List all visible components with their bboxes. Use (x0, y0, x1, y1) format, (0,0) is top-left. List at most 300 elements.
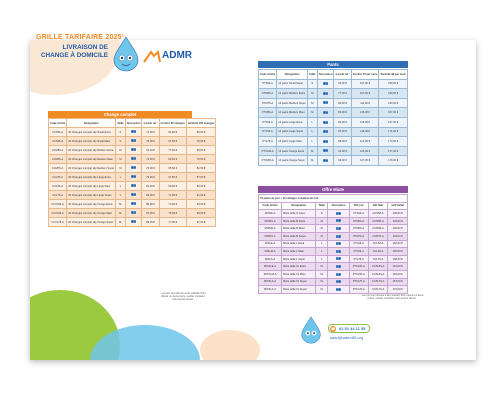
table-row (259, 263, 408, 271)
col-header: Réf Nuit (368, 202, 388, 210)
absorption-drops-icon (317, 156, 334, 166)
table-cell: 177,00 € (379, 146, 408, 156)
table-cell: L (308, 117, 318, 127)
table-cell: M (308, 89, 318, 99)
table-row (259, 248, 408, 256)
table-cell: MIXXLX-A (259, 286, 282, 294)
change-complet-table (48, 118, 216, 227)
table-row (259, 98, 408, 108)
table-cell: CCM76-A (49, 164, 67, 173)
table-cell: XL (116, 209, 125, 218)
absorption-drops-icon (328, 217, 349, 225)
table-cell: Mixte taille S Super (282, 210, 316, 218)
table-cell: PTXL76-A (349, 286, 368, 294)
absorption-drops-icon (328, 270, 349, 278)
drop-icon (134, 139, 136, 142)
table-cell: 95,80 € (186, 146, 216, 155)
table-cell: M (116, 155, 125, 164)
table-cell: 81,00 € (142, 182, 159, 191)
table-cell: 14 pants Small Super (277, 79, 308, 89)
table-cell: 20 Changes complet slip Medium Extra (67, 146, 116, 155)
table-cell: 20 Changes complet slip Large Maxi (67, 182, 116, 191)
table-cell: 64,90 € (159, 128, 186, 137)
table-cell: Mixte taille XL Super (282, 286, 316, 294)
decor-orange-blob-2 (200, 330, 260, 360)
table-cell: 171,00 € (379, 127, 408, 137)
table-cell: M (316, 225, 328, 233)
table-cell: Mixte taille XL Super (282, 278, 316, 286)
table-row (259, 127, 408, 137)
table-cell: L (308, 137, 318, 147)
table-row (49, 218, 216, 227)
col-header: à partir de ² (142, 119, 159, 128)
table-cell: 158,00 € (388, 255, 408, 263)
drop-icon (338, 227, 340, 230)
absorption-drops-icon (125, 137, 142, 146)
table-cell: Mixte taille M Super (282, 232, 316, 240)
table-cell: 125,00 € (351, 146, 379, 156)
drop-icon (338, 273, 340, 276)
table-cell: CCM06-A (49, 155, 67, 164)
table-cell: XL (308, 146, 318, 156)
table-cell: PTXL06-A (349, 263, 368, 271)
table-cell: 87,00 € (142, 209, 159, 218)
table-cell: Mixte taille L Extra (282, 240, 316, 248)
table-cell: 61,20 € (142, 146, 159, 155)
drop-icon (338, 288, 340, 291)
table-cell: MIXSE-A (259, 210, 282, 218)
table-cell: 95,00 € (186, 209, 216, 218)
table-row (259, 278, 408, 286)
table-cell: PTL76-A (259, 137, 277, 147)
absorption-drops-icon (125, 164, 142, 173)
drop-icon (134, 220, 136, 223)
table-cell: Mixte taille M Maxi (282, 225, 316, 233)
col-header: Taille (316, 202, 328, 210)
drop-icon (134, 193, 136, 196)
table-cell: S (116, 137, 125, 146)
table-cell: CCXL76-A (49, 218, 67, 227)
table-cell: 67,50 € (159, 173, 186, 182)
table-cell: 167,00 € (379, 108, 408, 118)
absorption-drops-icon (328, 225, 349, 233)
table-cell: CCS56-A (49, 128, 67, 137)
absorption-drops-icon (328, 286, 349, 294)
table-cell: MIXM0-A (259, 225, 282, 233)
table-row (49, 200, 216, 209)
table-cell: 87,00 € (334, 127, 351, 137)
table-row (259, 210, 408, 218)
table-cell: 167,00 € (388, 278, 408, 286)
table-cell: 152,00 € (388, 240, 408, 248)
admr-logo-icon (143, 50, 161, 64)
table-cell: 20 Changes complet slip Small Extra (67, 128, 116, 137)
drop-icon (326, 159, 328, 162)
absorption-drops-icon (125, 128, 142, 137)
absorption-drops-icon (328, 255, 349, 263)
table-cell: CCL56-A (368, 240, 388, 248)
drop-icon (326, 130, 328, 133)
table-row (259, 225, 408, 233)
table-cell: CCL76-A (49, 191, 67, 200)
table-cell: Mixte taille XL Extra (282, 263, 316, 271)
table-cell: 75,00 € (159, 209, 186, 218)
table-cell: 73,00 € (159, 200, 186, 209)
table-cell: PTM06-A (259, 89, 277, 99)
table-row (259, 146, 408, 156)
table-row (259, 117, 408, 127)
table-cell: 14 pants Large Super (277, 127, 308, 137)
col-header: Désignation (277, 70, 308, 80)
drop-icon (326, 149, 328, 152)
drop-icon (134, 211, 136, 214)
absorption-drops-icon (125, 146, 142, 155)
absorption-drops-icon (317, 98, 334, 108)
col-header: tarif Initial (388, 202, 408, 210)
table-cell: 80,00 € (334, 98, 351, 108)
table-row (259, 156, 408, 166)
table-cell: S (116, 128, 125, 137)
table-cell: CCXL56-A (368, 263, 388, 271)
col-header: Code Article (259, 202, 282, 210)
table-cell: L (316, 240, 328, 248)
table-cell: 20 Changes complet slip Large Extra (67, 173, 116, 182)
absorption-drops-icon (317, 108, 334, 118)
table-cell: S (308, 79, 318, 89)
table-cell: 74,00 € (142, 164, 159, 173)
table-cell: 20 Changes complet slip XLarge Extra (67, 200, 116, 209)
table-row (49, 155, 216, 164)
table-row (259, 240, 408, 248)
table-cell: XL (308, 156, 318, 166)
table-row (259, 137, 408, 147)
absorption-drops-icon (317, 79, 334, 89)
table-header-row (259, 70, 408, 80)
section-banner-offre-mixte: Offre Mixte (258, 186, 408, 193)
col-header: Sérénité 98 par mois (379, 70, 408, 80)
table-cell: PTM76-A (349, 232, 368, 240)
drop-icon (338, 235, 340, 238)
col-header: Confort 70 par mois (351, 70, 379, 80)
table-cell: 20 Changes complet slip Medium Super (67, 164, 116, 173)
drop-icon (338, 257, 340, 260)
table-cell: 14 pants Medium Extra (277, 89, 308, 99)
table-row (259, 286, 408, 294)
table-cell: CCL06-A (49, 182, 67, 191)
col-header: Code Article (49, 119, 67, 128)
col-header: Absorption (328, 202, 349, 210)
table-cell: CCL56-A (49, 173, 67, 182)
table-cell: M (116, 164, 125, 173)
table-cell: 107,00 € (351, 79, 379, 89)
table-cell: 143,00 € (388, 217, 408, 225)
table-cell: S (316, 210, 328, 218)
table-cell: XL (316, 263, 328, 271)
table-cell: Mixte taille M Extra (282, 217, 316, 225)
table-cell: CCS56-A (368, 210, 388, 218)
table-cell: XL (316, 270, 328, 278)
table-cell: CCXL06-A (49, 209, 67, 218)
absorption-drops-icon (317, 89, 334, 99)
table-cell: XL (316, 286, 328, 294)
offre-mixte-subtitle: 70 pants de jour + 40 changes complets de nuit (259, 195, 408, 203)
table-cell: 148,00 € (388, 210, 408, 218)
col-header: Réf jour (349, 202, 368, 210)
drop-icon (134, 130, 136, 133)
table-cell: 14 pants Medium Maxi (277, 108, 308, 118)
table-cell: CCXL76-A (368, 286, 388, 294)
table-cell: CCL76-A (368, 255, 388, 263)
drop-icon (338, 219, 340, 222)
table-cell: 173,00 € (379, 137, 408, 147)
table-cell: PTL06-A (259, 117, 277, 127)
col-header: Code Article (259, 70, 277, 80)
table-cell: 89,00 € (186, 182, 216, 191)
table-cell: 20 Changes complet slip Large Super (67, 191, 116, 200)
pricing-note: ¹ Les prix sont donnés à titre indicatif. Pour obtenir un devis précis, veuillez contacter notre service clients. (360, 294, 424, 300)
table-cell: 179,00 € (379, 156, 408, 166)
absorption-drops-icon (328, 248, 349, 256)
table-row (49, 191, 216, 200)
table-cell: PTM06-A (349, 217, 368, 225)
table-cell: L (316, 248, 328, 256)
table-cell: 170,00 € (388, 286, 408, 294)
table-cell: 161,00 € (388, 263, 408, 271)
phone-icon: ☎ (330, 326, 336, 331)
table-cell: XL (316, 278, 328, 286)
table-cell: 91,00 € (186, 191, 216, 200)
table-cell: PTL56-A (349, 248, 368, 256)
pants-table (258, 69, 408, 166)
table-cell: MIXMS-A (259, 217, 282, 225)
table-cell: 74,00 € (142, 155, 159, 164)
table-cell: 115,00 € (351, 108, 379, 118)
table-cell: MIXLE-A (259, 240, 282, 248)
table-cell: MIXLM-A (259, 248, 282, 256)
table-cell: 107,00 € (351, 89, 379, 99)
table-cell: 20 Changes complet slip XLarge Maxi (67, 209, 116, 218)
table-cell: L (116, 182, 125, 191)
table-cell: 121,00 € (351, 137, 379, 147)
table-cell: CCM06-A (368, 225, 388, 233)
table-subtitle-row (259, 195, 408, 203)
table-cell: 164,00 € (388, 270, 408, 278)
table-cell: CCM76-A (368, 232, 388, 240)
table-cell: PTL76-A (349, 255, 368, 263)
table-cell: M (116, 146, 125, 155)
table-cell: 77,00 € (159, 218, 186, 227)
page-title: GRILLE TARIFAIRE 2025¹ (36, 34, 125, 41)
absorption-drops-icon (125, 191, 142, 200)
table-row (49, 164, 216, 173)
brand-name: ADMR (162, 50, 192, 61)
table-cell: 87,50 € (186, 173, 216, 182)
table-cell: 75,50 € (186, 137, 216, 146)
table-cell: PTXL56-A (259, 156, 277, 166)
drop-icon (134, 184, 136, 187)
table-cell: CCL06-A (368, 248, 388, 256)
table-row (49, 128, 216, 137)
table-cell: 119,00 € (351, 127, 379, 137)
table-cell: 149,00 € (388, 232, 408, 240)
table-cell: 159,00 € (379, 79, 408, 89)
table-cell: 146,00 € (388, 225, 408, 233)
table-row (259, 255, 408, 263)
absorption-drops-icon (125, 173, 142, 182)
table-cell: PTM76-A (259, 98, 277, 108)
section-banner-pants: Pants (258, 61, 408, 68)
table-cell: 71,00 € (159, 191, 186, 200)
table-cell: L (116, 191, 125, 200)
table-cell: PTM56-A (259, 108, 277, 118)
table-cell: 76,00 € (142, 137, 159, 146)
pricing-note: ¹ Les prix sont donnés à titre indicatif. Pour obtenir un devis précis, veuillez contacter notre service clients. (160, 292, 206, 301)
table-cell: CCXL76-A (368, 278, 388, 286)
drop-icon (338, 280, 340, 283)
table-header-row (259, 202, 408, 210)
table-cell: Mixte taille L Super (282, 255, 316, 263)
table-cell: 14 pants Large Extra (277, 117, 308, 127)
table-cell: 65,50 € (159, 164, 186, 173)
table-cell: M (316, 217, 328, 225)
table-cell: PTXL06-A (259, 146, 277, 156)
drop-icon (326, 111, 328, 114)
table-cell: 155,00 € (388, 248, 408, 256)
absorption-drops-icon (328, 263, 349, 271)
drop-icon (134, 148, 136, 151)
col-header: Absorption (317, 70, 334, 80)
table-cell: 159,00 € (379, 89, 408, 99)
email-link[interactable]: saad@admr85.org (330, 335, 364, 340)
table-row (49, 209, 216, 218)
col-header: Absorption (125, 119, 142, 128)
water-drop-mascot-icon (300, 316, 322, 344)
table-cell: 163,00 € (379, 98, 408, 108)
drop-icon (134, 202, 136, 205)
table-cell: 85,50 € (186, 128, 216, 137)
table-row (259, 89, 408, 99)
table-cell: PTS06-A (349, 210, 368, 218)
table-cell: 84,00 € (334, 117, 351, 127)
table-row (49, 137, 216, 146)
table-cell: CCXL56-A (49, 200, 67, 209)
drop-icon (134, 166, 136, 169)
drop-icon (326, 121, 328, 124)
table-cell: 84,00 € (334, 108, 351, 118)
phone-number: 02 51 44 11 55 (339, 326, 366, 331)
table-cell: M (308, 98, 318, 108)
absorption-drops-icon (125, 200, 142, 209)
absorption-drops-icon (317, 117, 334, 127)
table-cell: L (116, 173, 125, 182)
table-row (259, 217, 408, 225)
table-cell: 127,00 € (351, 156, 379, 166)
col-header: Sérénité 100 changes (186, 119, 216, 128)
absorption-drops-icon (317, 146, 334, 156)
table-cell: 111,00 € (351, 98, 379, 108)
table-cell: CCXL06-A (368, 270, 388, 278)
drop-icon (338, 265, 340, 268)
table-row (49, 146, 216, 155)
col-header: Taille (308, 70, 318, 80)
table-cell: PTS06-A (259, 79, 277, 89)
table-cell: L (308, 127, 318, 137)
table-cell: 83,00 € (142, 191, 159, 200)
table-cell: 60,00 € (334, 79, 351, 89)
table-cell: 115,00 € (351, 117, 379, 127)
table-cell: CCM56-A (49, 146, 67, 155)
table-cell: PTL56-A (259, 127, 277, 137)
drop-icon (134, 175, 136, 178)
table-cell: 77,40 € (159, 146, 186, 155)
table-cell: MIXLS-A (259, 255, 282, 263)
table-cell: 69,50 € (159, 155, 186, 164)
table-row (259, 108, 408, 118)
table-cell: 14 pants XLarge Extra (277, 146, 308, 156)
table-cell: PTXL56-A (349, 270, 368, 278)
offre-mixte-table (258, 194, 408, 294)
col-header: à partir de ² (334, 70, 351, 80)
absorption-drops-icon (125, 155, 142, 164)
water-drop-mascot-icon (112, 36, 140, 72)
absorption-drops-icon (328, 278, 349, 286)
drop-icon (326, 101, 328, 104)
table-cell: 89,00 € (334, 137, 351, 147)
table-cell: 97,00 € (186, 218, 216, 227)
table-cell: 20 Changes complet slip Small Maxi (67, 137, 116, 146)
table-cell: XL (116, 200, 125, 209)
col-header: Taille (116, 119, 125, 128)
drop-icon (338, 212, 340, 215)
table-cell: 85,00 € (142, 200, 159, 209)
absorption-drops-icon (328, 240, 349, 248)
table-cell: CCM56-A (368, 217, 388, 225)
section-banner-change-complet: Change complet (48, 111, 192, 118)
table-cell: MIXXLM-A (259, 270, 282, 278)
table-cell: 67,50 € (159, 137, 186, 146)
absorption-drops-icon (125, 218, 142, 227)
absorption-drops-icon (317, 137, 334, 147)
drop-icon (326, 140, 328, 143)
table-cell: Mixte taille XL Maxi (282, 270, 316, 278)
absorption-drops-icon (328, 210, 349, 218)
table-cell: 89,00 € (142, 218, 159, 227)
table-cell: 14 pants Large Maxi (277, 137, 308, 147)
table-cell: 69,00 € (159, 182, 186, 191)
table-row (259, 79, 408, 89)
table-cell: PTM06-A (349, 225, 368, 233)
absorption-drops-icon (328, 232, 349, 240)
table-cell: M (316, 232, 328, 240)
table-cell: 20 Changes complet slip XLarge Super (67, 218, 116, 227)
phone-badge[interactable] (328, 324, 370, 333)
table-cell: 93,00 € (186, 200, 216, 209)
table-cell: M (308, 108, 318, 118)
absorption-drops-icon (317, 127, 334, 137)
table-cell: CCS06-A (49, 137, 67, 146)
table-cell: Mixte taille L Maxi (282, 248, 316, 256)
table-row (259, 270, 408, 278)
absorption-drops-icon (125, 182, 142, 191)
table-cell: PTXL76-A (349, 278, 368, 286)
absorption-drops-icon (125, 209, 142, 218)
page-subtitle: LIVRAISON DE CHANGE À DOMICILE (40, 44, 108, 59)
table-cell: 14 pants Medium Super (277, 98, 308, 108)
table-cell: 79,00 € (142, 173, 159, 182)
table-cell: MIXXLE-A (259, 263, 282, 271)
col-header: Confort 80 changes (159, 119, 186, 128)
table-cell: 79,50 € (186, 155, 216, 164)
